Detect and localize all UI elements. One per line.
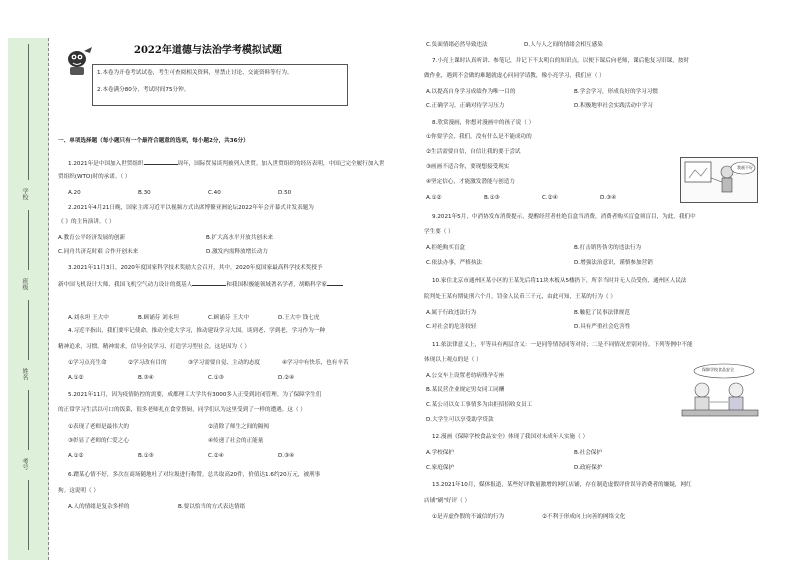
q11-stem-a: 11.依法律意义上，平等具有两层含义：一是同等情况同等对待；二是不同情况差别对待。下列等例中不能 <box>432 342 693 348</box>
q2-option-d: D.激发内需释放增长动力 <box>206 249 269 255</box>
q6-option-c: C.负面情绪必然导致违法 <box>426 42 488 48</box>
notice-line-2: 2.本卷满分80分，考试时间75分钟。 <box>97 86 190 93</box>
q1-stem <box>68 159 385 169</box>
q11-option-a: A.公交车上设置老幼病残孕专座 <box>426 373 505 379</box>
q3-stem <box>58 280 343 290</box>
q12-option-d: D.政府保护 <box>574 465 603 471</box>
q11-option-c: C.某公司以女工事情多为由拒招招收女员工 <box>426 402 533 408</box>
q3-option-c: C.顾诵芬 王大中 <box>208 315 250 321</box>
q4-item-4: ④学习中有快乐，也有辛苦 <box>282 360 349 366</box>
binding-label-name: 姓名 <box>21 368 28 380</box>
q12-option-c: C.家庭保护 <box>426 465 455 471</box>
q5-option-a: A.①② <box>68 453 84 459</box>
q5-item-2: ②清除了师生之间的隔阂 <box>208 424 269 430</box>
q1-option-b: B.30 <box>138 190 151 196</box>
q1-option-d: D.50 <box>278 190 292 196</box>
q4-option-a: A.①② <box>68 375 84 381</box>
q6-option-a: A.人的情绪是复杂多样的 <box>68 504 130 510</box>
q1-option-a: A.20 <box>68 190 81 196</box>
binding-line <box>28 210 29 270</box>
q10-stem-b: 院判处王某有期徒刑六个月，罚金人民币三千元，由此可知，王某的行为（ ） <box>424 294 616 300</box>
q5-item-4: ④传递了社会的正能量 <box>208 438 264 444</box>
q2-stem-a: 2.2021年4月21日晚，国家主席习近平以视频方式出席博鳌亚洲论坛2022年年会开幕式并发表题为 <box>68 205 314 211</box>
q5-option-d: D.③④ <box>278 453 295 459</box>
binding-strip <box>8 38 49 560</box>
q5-item-1: ①表现了老师是最伟大的 <box>68 424 129 430</box>
q8-item-4: ④坚定信心，才能激发潜能与创造力 <box>426 179 515 185</box>
q9-option-d: D.增强法治意识，谨慎参加营销 <box>574 260 653 266</box>
q11-option-d: D.大学生可以享受助学贷款 <box>426 417 494 423</box>
q2-stem-b: 《 》的主旨演讲。（ ） <box>58 219 115 225</box>
q4-item-3: ③学习需要自觉、主动的态度 <box>188 360 261 366</box>
q4-option-d: D.②④ <box>278 375 295 381</box>
q1-stem-a: 1.2021年是中国加入世贸组织 <box>68 161 144 167</box>
q11-stem-b: 体现以上观点的是（ ） <box>424 357 482 363</box>
q8-stem-a: 8.欣赏漫画，你想对漫画中的孩子说（ ） <box>432 120 535 126</box>
q7-stem-b: 做作业，遇到不会做的难题就虚心问同学请教，像小亮学习，我们应（ ） <box>424 73 605 79</box>
q6-option-d: D.人与人之间的情绪会相互感染 <box>524 42 603 48</box>
q9-option-a: A.拒绝购买盲盒 <box>426 245 466 251</box>
q5-option-c: C.②④ <box>208 453 224 459</box>
binding-line <box>28 480 29 550</box>
binding-label-class: 班级 <box>21 278 28 290</box>
q7-option-b: B.学会学习，形成良好的学习习惯 <box>574 89 658 95</box>
binding-label-number: 考号 <box>21 458 28 470</box>
q12-option-a: A.学校保护 <box>426 450 454 456</box>
q5-option-b: B.①③ <box>138 453 154 459</box>
q4-option-b: B.③④ <box>138 375 154 381</box>
q8-item-1: ①你要学会，我们，没有什么是不能成功的 <box>426 134 532 140</box>
binding-line <box>28 390 29 450</box>
q10-option-d: D.具有严重社会危害性 <box>574 324 631 330</box>
q13-item-2: ②不利于形成向上向善的网络文化 <box>542 514 626 520</box>
q5-stem-a: 5.2021年11月，因为疫情防控的需要，成都理工大学共有3000多人正受到封闭管理。为了保障学生们 <box>68 392 322 398</box>
answer-blank <box>144 159 178 165</box>
q1-stem-b: 周年，国际贸易谈判被列入世贸。加入世贸组织的经历表明，中国已完全履行加入世 <box>177 161 385 167</box>
q11-option-b: B.某民营企业规定男女同工同酬 <box>426 387 505 393</box>
q9-stem-a: 9.2021年5月，中消协发布消费提示，提醒经营者杜绝盲盒当消费，消费者购买盲盒须盲目，为此，我们中 <box>432 214 696 220</box>
exam-title: 2022年道德与法治学考模拟试题 <box>134 45 282 56</box>
q10-stem-a: 10.家住北京市通州区某小区的王某先后将11块木板从5楼扔下，所幸当时并无人员受伤，通州区人民法 <box>432 278 687 284</box>
q8-option-d: D.③④ <box>600 195 617 201</box>
q3-stem-c: 和我国积极能领域著名学者，胡略科学家 <box>226 282 327 288</box>
q6-option-b: B.要以恰当的方式表达情绪 <box>178 504 246 510</box>
q8-cartoon-illustration <box>680 157 758 203</box>
q4-stem-a: 4.习近平指出，我们要牢记使命，推动全党大学习，推动建设学习大国。谈到老、学到老，学习作为一种 <box>68 328 326 334</box>
answer-blank <box>192 280 226 286</box>
q3-stem-b: 新中国飞机设计大师、我国飞机空气动力设计的奠基人 <box>58 282 193 288</box>
q2-option-a: A.教育公平经济发展的创新 <box>58 235 126 241</box>
q3-stem-a: 3.2021年11月3日，2020年度国家科学技术奖励大会召开，其中，2020年度国家最高科学技术奖授予 <box>68 265 323 271</box>
q10-option-c: C.对社会的危害较轻 <box>426 324 477 330</box>
binding-label-school: 学校 <box>21 188 28 200</box>
q13-item-1: ①是弄虚作假的不诚信的行为 <box>432 514 505 520</box>
q7-stem-a: 7.小亮上课时认真听讲、参笔记，并记下不太明白的知识点，以便下课后向老师，课后他复习旧课，按时 <box>432 58 690 64</box>
q3-option-b: B.顾诵芬 刘永坦 <box>138 315 179 321</box>
q9-option-c: C.依法办事，严格执法 <box>426 260 483 266</box>
q7-option-a: A.以提高自身学习成绩作为唯一目的 <box>426 89 516 95</box>
q4-item-2: ②学习改有目的 <box>128 360 167 366</box>
q2-option-c: C.同舟共济克时艰 合作开创未来 <box>58 249 139 255</box>
q9-stem-b: 学生要（ ） <box>424 229 454 235</box>
notice-box <box>92 64 348 106</box>
q1-option-c: C.40 <box>208 190 221 196</box>
q8-option-a: A.①② <box>426 195 442 201</box>
q13-stem-a: 13.2021年10月，媒体报道，某些好评数量激增的网红店铺，存在制造虚假评价误导消费者的嫌疑，网红 <box>432 482 692 488</box>
q10-option-b: B.触犯了民事法律规范 <box>574 310 630 316</box>
binding-line <box>28 44 29 180</box>
q10-option-a: A.属于行政违法行为 <box>426 310 477 316</box>
answer-blank <box>327 280 343 286</box>
q4-option-c: C.①③ <box>208 375 224 381</box>
q5-stem-b: 的正常学习生活以可口的饭菜，很多老师扎在食堂帮厨，同学们认为这里受到了一样的遭遇。这（ ） <box>58 407 306 413</box>
q8-item-2: ②生活需要自信，自信让我的要于尝试 <box>426 149 521 155</box>
notice-line-1: 1.本卷为开卷考试试卷，考生可查阅相关资料，里禁止讨论、交流资料等行为。 <box>97 70 293 76</box>
q3-option-a: A.刘永坦 王大中 <box>68 315 109 321</box>
q8-item-3: ③画画不适合你，要现想接受现实 <box>426 164 510 170</box>
section-heading: 一、单项选择题（每小题只有一个最符合题意的选项，每小题2分，共36分） <box>58 138 249 144</box>
q2-option-b: B.扩大高水平开放共创未来 <box>206 235 274 241</box>
q4-stem-b: 精神追求，习惯、精神需求，信导全民学习、打造学习型社会，这是因为（ ） <box>58 344 250 350</box>
q12-cartoon-illustration <box>680 362 760 420</box>
q7-option-d: D.积极地审社会实践活动中学习 <box>574 103 653 109</box>
q1-stem-c: 贸组织(WTO)时的承诺。（ ） <box>58 174 131 180</box>
binding-line <box>28 300 29 360</box>
q6-stem-b: 拘。这说明（ ） <box>58 488 99 494</box>
mascot-logo-icon <box>64 43 94 77</box>
q4-item-1: ①学习点亮生命 <box>68 360 107 366</box>
q13-stem-b: 店铺"刷"好评（ ） <box>424 498 471 504</box>
q12-option-b: B.社会保护 <box>574 450 602 456</box>
q12-stem-a: 12.漫画《保障学校食品安全》体现了我国对未成年人实施（ ） <box>432 434 589 440</box>
q3-option-d: D.王大中 钱七虎 <box>278 315 320 321</box>
q8-cartoon-caption: 我画不好 <box>737 165 753 170</box>
q6-stem-a: 6.蹭某心情不好，多次在商场随地吐了对垃圾进行称赞。总共取高20件，价值达1.6约20万元，被刑事 <box>68 472 321 478</box>
q8-option-b: B.①③ <box>484 195 500 201</box>
q12-cartoon-caption: 保障学校食品安全 <box>702 367 734 372</box>
q8-option-c: C.②④ <box>542 195 558 201</box>
q9-option-b: B.打击销售伪劣的违法行为 <box>574 245 642 251</box>
q5-item-3: ③彰显了老师的仁爱之心 <box>68 438 129 444</box>
q7-option-c: C.正确学习，正确对待学习压力 <box>426 103 505 109</box>
